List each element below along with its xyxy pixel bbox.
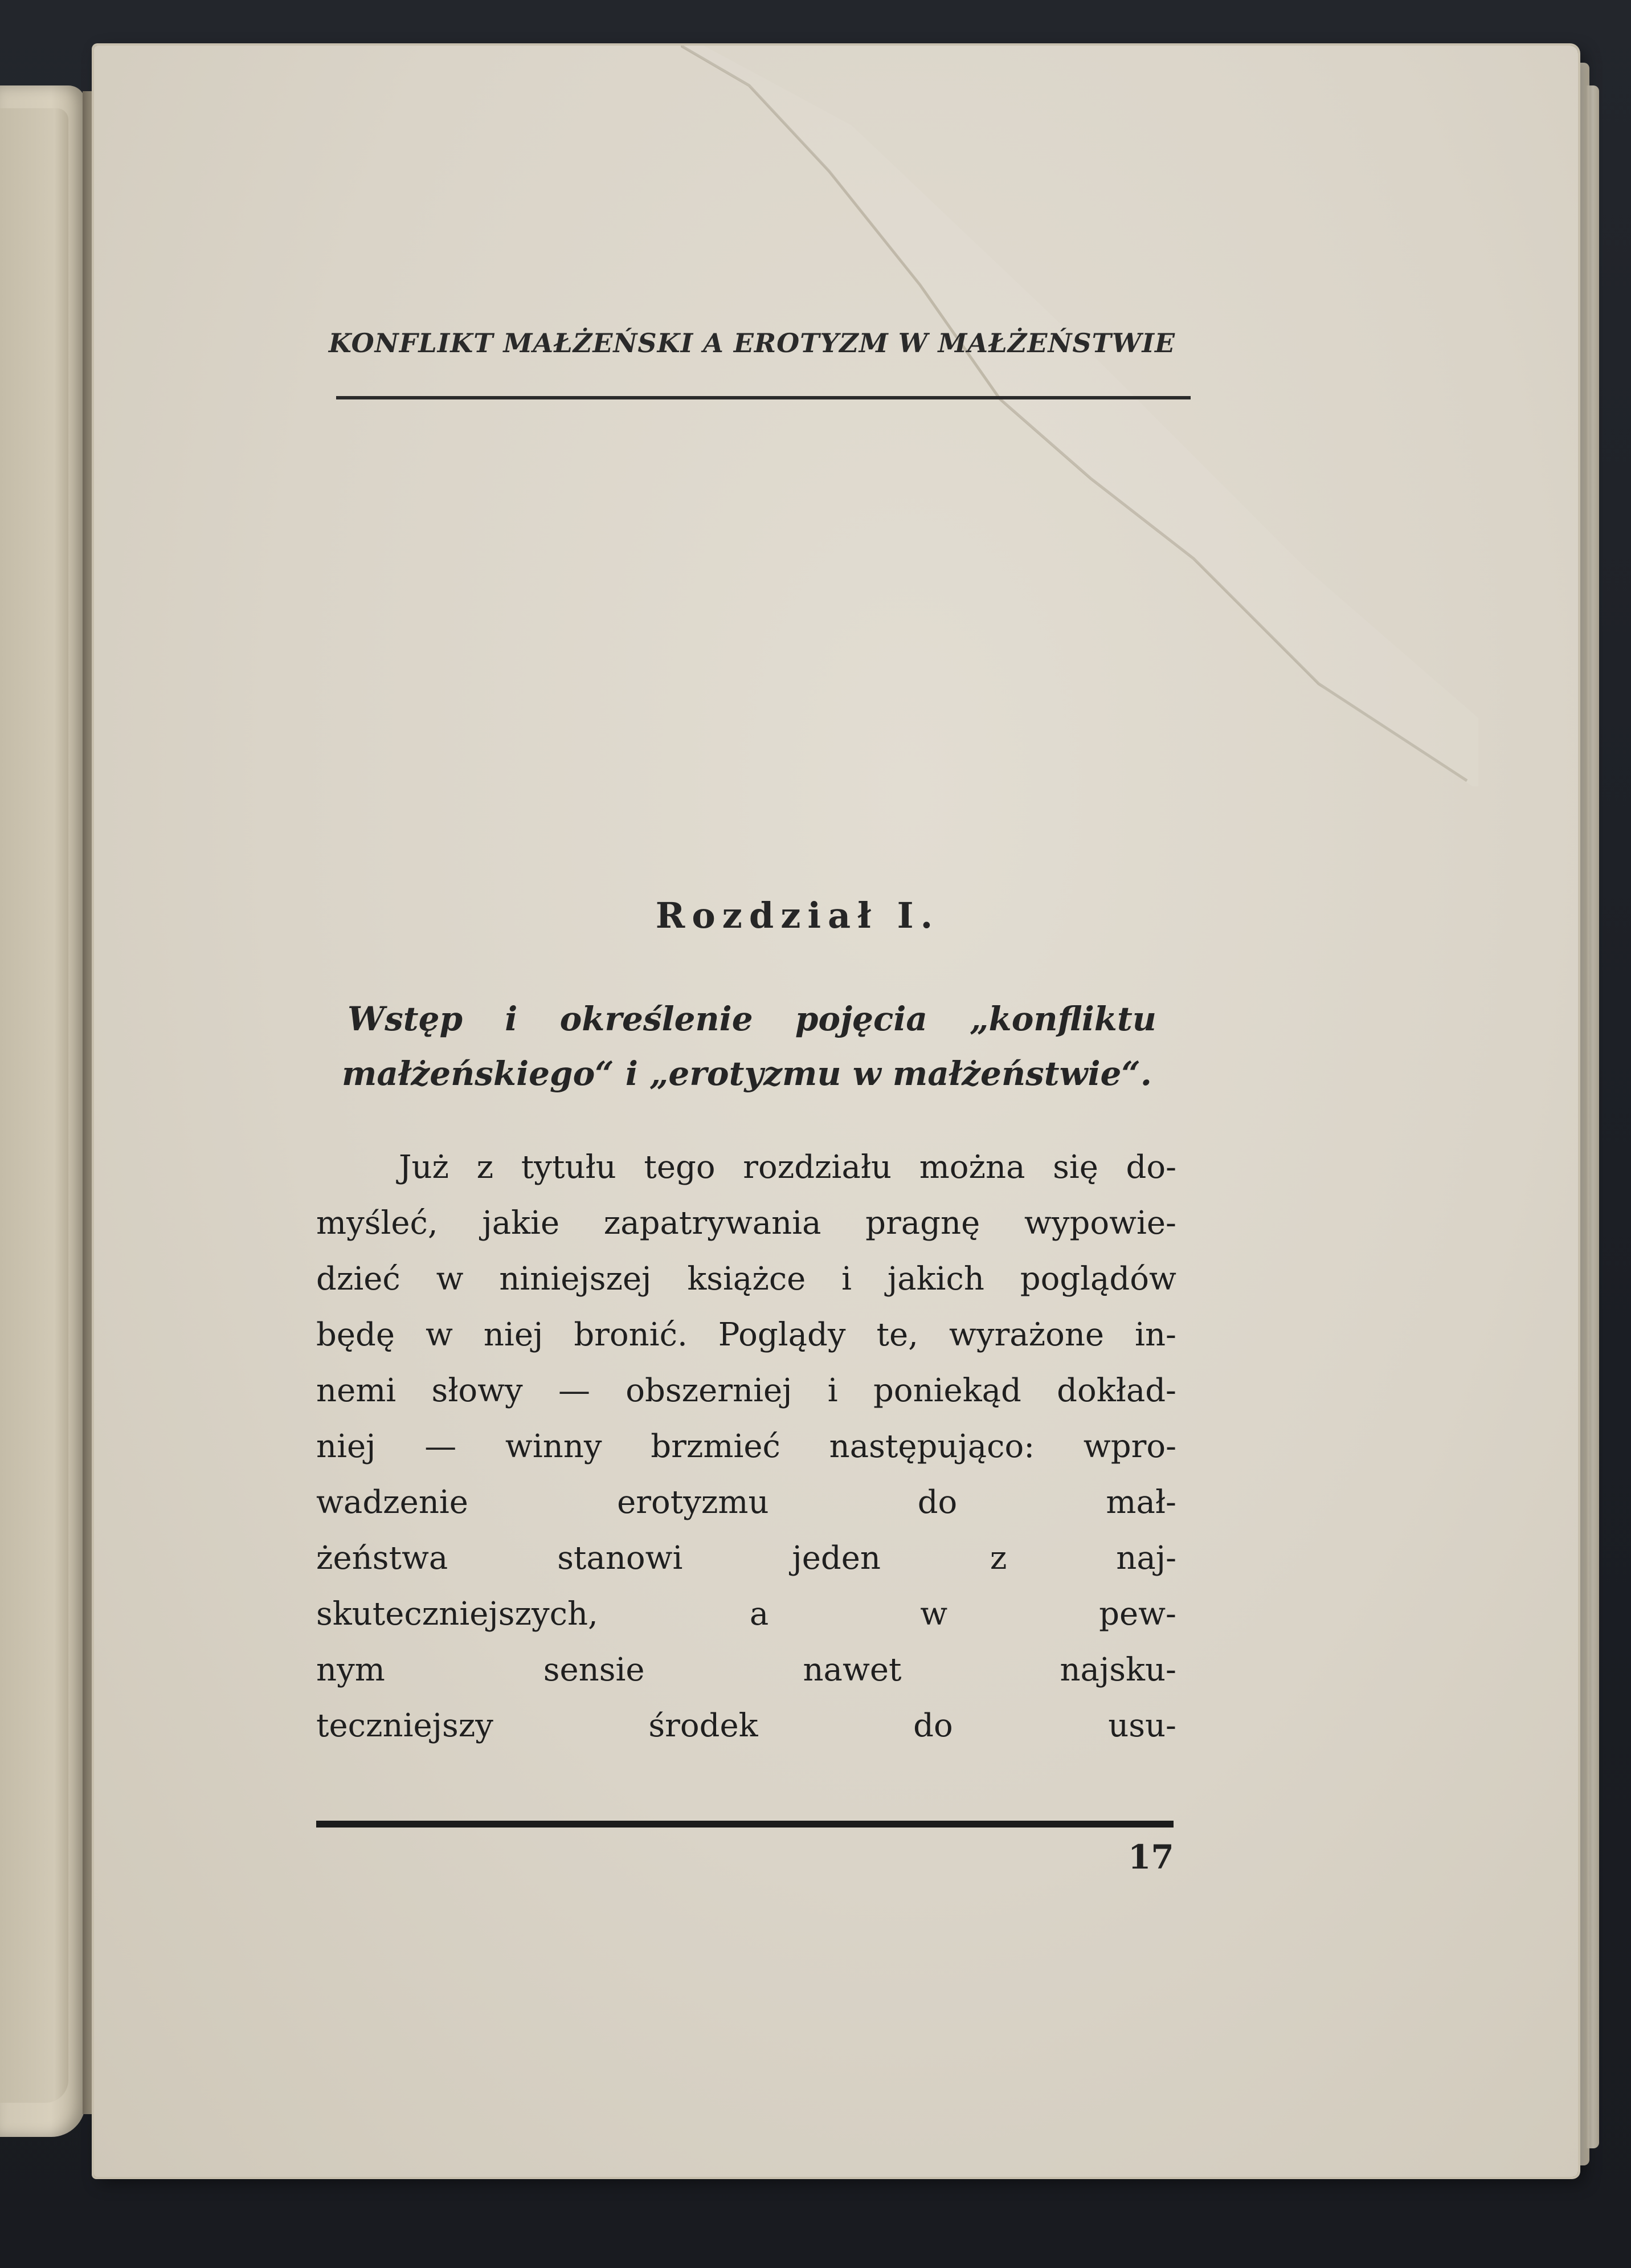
- body-word: mał-: [1106, 1484, 1176, 1521]
- body-line: [316, 1642, 1176, 1698]
- body-line: [316, 1531, 1176, 1586]
- body-word: poniekąd: [873, 1372, 1021, 1409]
- body-word: będę: [316, 1316, 395, 1353]
- book-page: [94, 46, 1578, 2177]
- chapter-subtitle: [342, 992, 1179, 1101]
- body-text: [316, 1140, 1176, 1754]
- body-word: jakie: [482, 1205, 560, 1242]
- body-word: do-: [1126, 1149, 1176, 1186]
- body-line: [316, 1251, 1176, 1307]
- body-word: środek: [648, 1707, 758, 1744]
- subtitle-line-1: [342, 992, 1179, 1046]
- body-word: w: [425, 1316, 453, 1353]
- body-word: tego: [644, 1149, 716, 1186]
- body-word: książce: [687, 1261, 806, 1298]
- body-word: jeden: [792, 1540, 881, 1577]
- subtitle-line-2: małżeńskiego“ i „erotyzmu w małżeństwie“.: [342, 1054, 1152, 1093]
- body-word: można: [919, 1149, 1025, 1186]
- body-word: winny: [505, 1428, 602, 1465]
- body-word: wypowie-: [1024, 1205, 1176, 1242]
- body-word: najsku-: [1060, 1651, 1176, 1688]
- body-word: bronić.: [574, 1316, 688, 1353]
- body-word: te,: [876, 1316, 918, 1353]
- chapter-title: Rozdział I.: [655, 895, 940, 936]
- body-word: —: [558, 1372, 590, 1409]
- body-word: Już: [399, 1149, 449, 1186]
- body-word: in-: [1135, 1316, 1176, 1353]
- body-word: myśleć,: [316, 1205, 438, 1242]
- subtitle-word: i: [505, 1000, 518, 1038]
- body-word: niniejszej: [499, 1261, 652, 1298]
- body-word: dokład-: [1057, 1372, 1176, 1409]
- body-word: teczniejszy: [316, 1707, 493, 1744]
- body-word: niej: [316, 1428, 376, 1465]
- body-line: [316, 1363, 1176, 1419]
- body-word: erotyzmu: [617, 1484, 769, 1521]
- body-word: i: [827, 1372, 838, 1409]
- page-stack-edge-outer: [1587, 85, 1599, 2148]
- body-word: pragnę: [865, 1205, 980, 1242]
- body-line: [316, 1140, 1176, 1196]
- body-word: do: [913, 1707, 953, 1744]
- body-line: [316, 1307, 1176, 1363]
- body-word: nawet: [803, 1651, 902, 1688]
- body-word: pew-: [1099, 1596, 1176, 1633]
- body-word: dzieć: [316, 1261, 400, 1298]
- body-word: obszerniej: [626, 1372, 792, 1409]
- body-word: wyrażone: [949, 1316, 1105, 1353]
- body-word: brzmieć: [651, 1428, 780, 1465]
- page-number: 17: [1128, 1838, 1174, 1877]
- body-word: w: [920, 1596, 948, 1633]
- body-word: następująco:: [829, 1428, 1035, 1465]
- body-word: nemi: [316, 1372, 396, 1409]
- subtitle-word: określenie: [559, 1000, 753, 1038]
- subtitle-word: „konfliktu: [970, 1000, 1156, 1038]
- subtitle-word: pojęcia: [795, 1000, 927, 1038]
- body-word: usu-: [1108, 1707, 1176, 1744]
- body-line: [316, 1419, 1176, 1475]
- running-header: KONFLIKT MAŁŻEŃSKI A EROTYZM W MAŁŻEŃSTWIE: [328, 328, 1176, 358]
- body-word: wadzenie: [316, 1484, 468, 1521]
- body-line: [316, 1196, 1176, 1251]
- body-word: tytułu: [521, 1149, 616, 1186]
- subtitle-word: Wstęp: [348, 1000, 463, 1038]
- body-line: [316, 1475, 1176, 1531]
- footer-rule: [316, 1821, 1174, 1828]
- body-word: jakich: [887, 1261, 984, 1298]
- body-word: skuteczniejszych,: [316, 1596, 598, 1633]
- body-word: w: [436, 1261, 464, 1298]
- body-word: nym: [316, 1651, 385, 1688]
- body-word: słowy: [431, 1372, 523, 1409]
- body-line: [316, 1586, 1176, 1642]
- body-line: [316, 1698, 1176, 1754]
- body-word: z: [990, 1540, 1007, 1577]
- body-word: do: [917, 1484, 958, 1521]
- body-word: niej: [483, 1316, 543, 1353]
- body-word: zapatrywania: [603, 1205, 821, 1242]
- body-word: wpro-: [1083, 1428, 1176, 1465]
- body-word: a: [749, 1596, 769, 1633]
- body-word: i: [841, 1261, 852, 1298]
- left-page-inner-edge: [0, 108, 68, 2103]
- body-word: naj-: [1116, 1540, 1176, 1577]
- body-word: się: [1053, 1149, 1098, 1186]
- body-word: stanowi: [557, 1540, 683, 1577]
- body-word: rozdziału: [743, 1149, 892, 1186]
- body-word: sensie: [543, 1651, 645, 1688]
- body-word: poglądów: [1020, 1261, 1176, 1298]
- body-word: Poglądy: [718, 1316, 846, 1353]
- body-word: z: [476, 1149, 494, 1186]
- body-word: —: [424, 1428, 457, 1465]
- body-word: żeństwa: [316, 1540, 448, 1577]
- header-rule: [336, 396, 1191, 399]
